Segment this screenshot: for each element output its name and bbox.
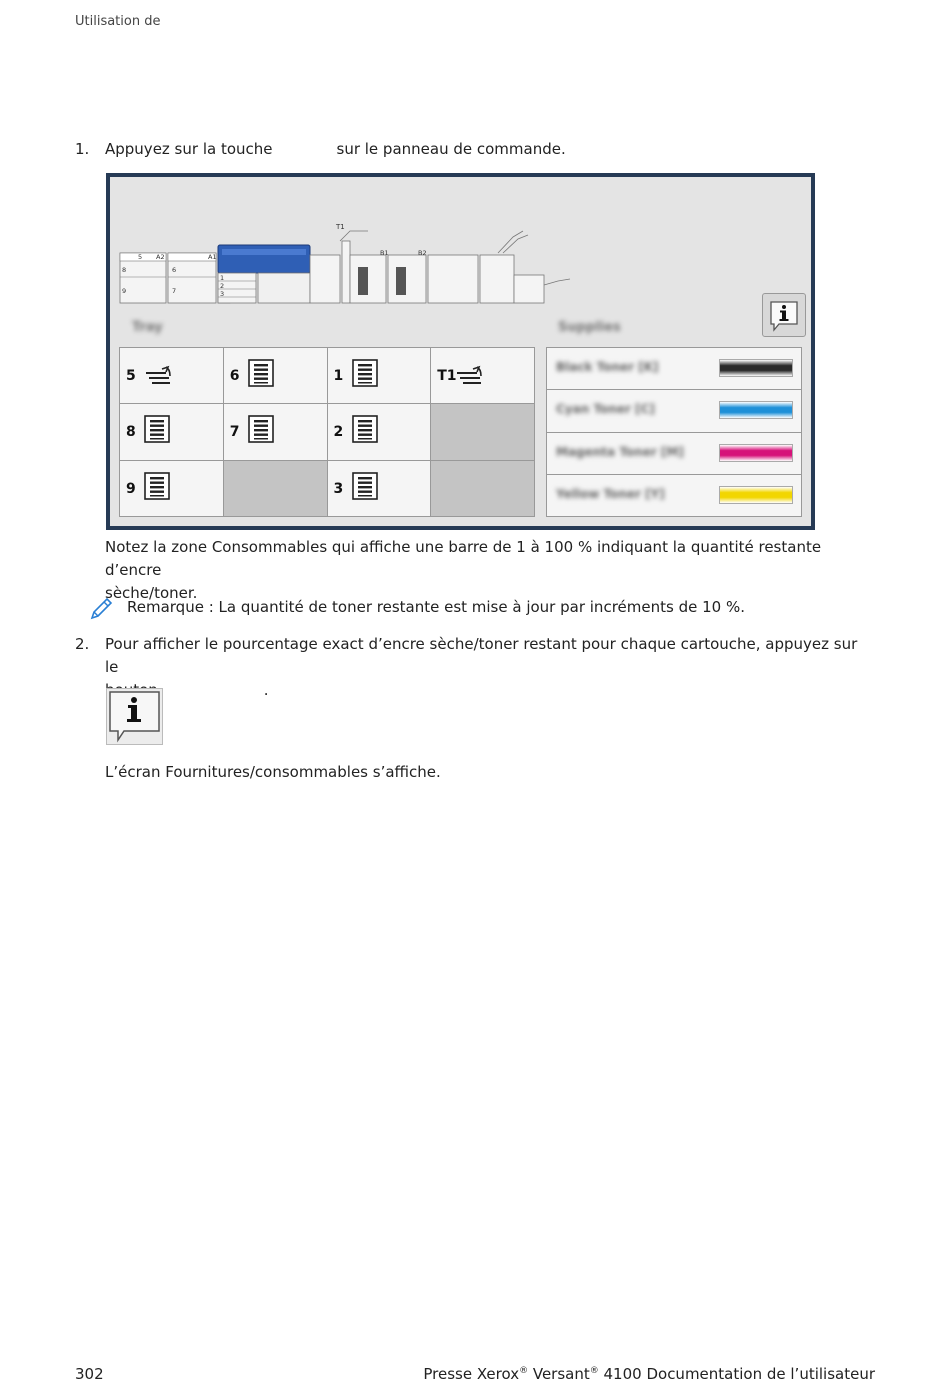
- diagram-label: 8: [122, 266, 127, 274]
- info-icon: [106, 688, 163, 745]
- toner-level-bar: [719, 486, 793, 504]
- supply-name: Cyan Toner [C]: [556, 402, 655, 417]
- tray-grid: [119, 347, 535, 517]
- note: [88, 596, 878, 622]
- machine-status-screenshot: [106, 173, 815, 530]
- tray-cell[interactable]: [120, 404, 223, 459]
- bypass-tray-icon: [144, 359, 174, 391]
- tray-label: 3: [333, 480, 344, 497]
- tray-label: 7: [229, 424, 240, 441]
- paper-stack-icon: [144, 472, 170, 504]
- info-icon: [763, 294, 805, 336]
- diagram-label: 5: [138, 253, 143, 261]
- bypass-tray-icon: [455, 359, 485, 391]
- supply-name: Yellow Toner [Y]: [556, 486, 665, 501]
- tray-cell[interactable]: [224, 404, 327, 459]
- step-text-after: sur le panneau de commande.: [336, 140, 566, 158]
- step-number: 2.: [75, 635, 90, 653]
- toner-level-bar: [719, 401, 793, 419]
- supplies-heading: Supplies: [558, 320, 621, 335]
- supplies-list: [546, 347, 802, 517]
- step-text-line-1: Pour afficher le pourcentage exact d’encre sèche/toner restant pour chaque cartouche, appuyez sur le: [105, 635, 858, 676]
- empty-cell: [431, 461, 534, 516]
- toner-level-bar: [719, 359, 793, 377]
- paper-stack-icon: [248, 359, 274, 391]
- diagram-label: B1: [380, 249, 389, 257]
- paper-stack-icon: [352, 472, 378, 504]
- note-text: Remarque : La quantité de toner restante est mise à jour par incréments de 10 %.: [127, 598, 745, 616]
- diagram-label: 6: [172, 266, 177, 274]
- tray-label: T1: [437, 368, 457, 384]
- diagram-label: A1: [208, 253, 217, 261]
- tray-heading: Tray: [132, 320, 163, 335]
- diagram-label: 7: [172, 287, 177, 295]
- step-number: 1.: [75, 140, 90, 158]
- tray-cell[interactable]: [120, 348, 223, 403]
- notez-line-1: Notez la zone Consommables qui affiche une barre de 1 à 100 % indiquant la quantité restante d’encre: [105, 538, 822, 579]
- tray-label: 2: [333, 424, 344, 441]
- supply-row: [547, 348, 801, 389]
- toner-level-bar: [719, 444, 793, 462]
- notez-paragraph: [105, 536, 875, 605]
- supply-row: [547, 390, 801, 431]
- supply-row: [547, 475, 801, 516]
- tray-cell[interactable]: [328, 461, 431, 516]
- notez-line-2: sèche/toner.: [105, 584, 198, 602]
- paper-stack-icon: [144, 415, 170, 447]
- result-text: L’écran Fournitures/consommables s’affiche.: [105, 763, 441, 781]
- supply-row: [547, 433, 801, 474]
- diagram-label: 9: [122, 287, 127, 295]
- tray-cell[interactable]: [120, 461, 223, 516]
- supply-name: Black Toner [K]: [556, 360, 659, 374]
- tray-label: 5: [126, 368, 136, 384]
- paper-stack-icon: [352, 415, 378, 447]
- supply-name: Magenta Toner [M]: [556, 444, 684, 459]
- tray-cell[interactable]: [224, 348, 327, 403]
- step-text-before: Appuyez sur la touche: [105, 140, 273, 158]
- diagram-label: 1: [220, 274, 225, 282]
- step-text: [105, 633, 865, 702]
- paper-stack-icon: [352, 359, 378, 391]
- running-head: Utilisation de: [75, 14, 161, 29]
- tray-label: 9: [126, 480, 136, 497]
- diagram-label: B2: [418, 249, 427, 257]
- pencil-icon: [88, 596, 114, 622]
- empty-cell: [431, 404, 534, 459]
- step-text-after: .: [263, 681, 269, 699]
- printer-diagram: [118, 215, 578, 307]
- footer-title: Presse Xerox® Versant® 4100 Documentation de l’utilisateur: [423, 1365, 875, 1383]
- info-button-illustration: [106, 688, 163, 745]
- step-text: [105, 138, 865, 161]
- tray-label: 6: [229, 368, 240, 384]
- tray-label: 8: [126, 424, 136, 441]
- tray-cell[interactable]: [328, 348, 431, 403]
- diagram-label: T1: [336, 223, 345, 231]
- paper-stack-icon: [248, 415, 274, 447]
- diagram-label: 3: [220, 290, 225, 298]
- diagram-label: A2: [156, 253, 165, 261]
- tray-cell[interactable]: [431, 348, 534, 403]
- info-button[interactable]: [762, 293, 806, 337]
- diagram-label: 2: [220, 282, 225, 290]
- tray-cell[interactable]: [328, 404, 431, 459]
- tray-label: 1: [333, 368, 344, 384]
- screenshot-background: [110, 177, 811, 526]
- page-number: 302: [75, 1365, 104, 1383]
- empty-cell: [224, 461, 327, 516]
